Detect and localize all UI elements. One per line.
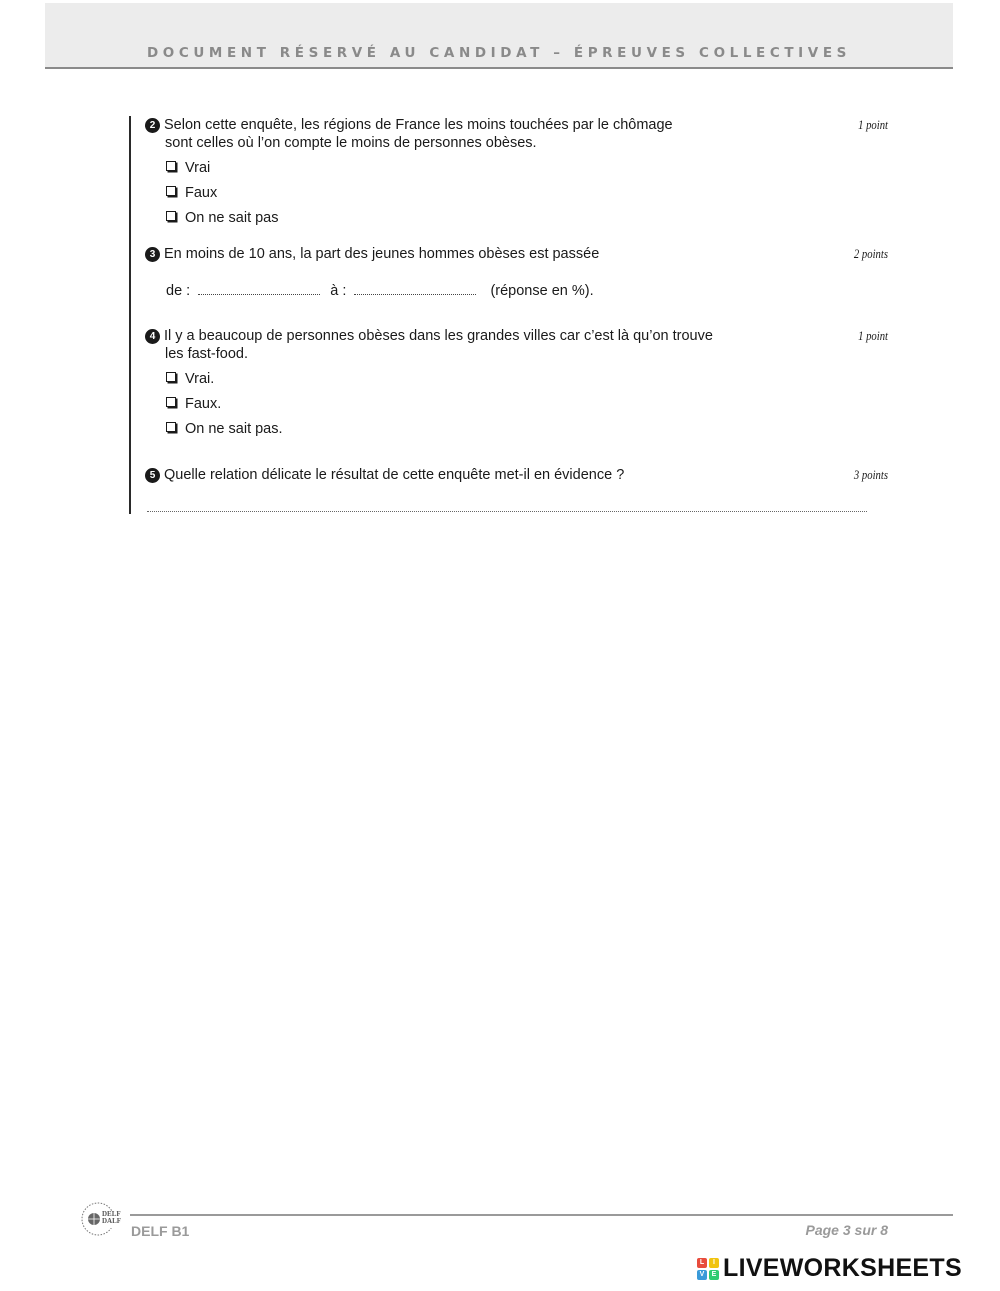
question-4-text-line1: Il y a beaucoup de personnes obèses dans les grandes villes car c’est là qu’on trouve — [164, 328, 713, 344]
q4-option-label: Faux. — [185, 396, 222, 412]
q4-option-label: On ne sait pas. — [185, 421, 283, 437]
q3-fill-row — [166, 282, 594, 300]
question-number-3: 3 — [145, 247, 160, 262]
brand-letter-block: L — [697, 1258, 707, 1268]
footer-page-number: Page 3 sur 8 — [805, 1222, 888, 1238]
footer-divider — [130, 1214, 953, 1216]
checkbox-icon[interactable] — [166, 422, 176, 432]
question-number-2: 2 — [145, 118, 160, 133]
q4-option-ne-sait-pas[interactable] — [166, 420, 283, 438]
footer-exam-level: DELF B1 — [131, 1223, 190, 1239]
question-2 — [145, 116, 805, 152]
question-4-points: 1 point — [858, 328, 888, 343]
question-3-points: 2 points — [853, 246, 888, 261]
delf-dalf-logo — [76, 1200, 128, 1243]
liveworksheets-brand — [697, 1254, 962, 1283]
liveworksheets-wordmark: LIVEWORKSHEETS — [723, 1254, 962, 1282]
q3-note: (réponse en %). — [490, 283, 594, 299]
q3-a-label: à : — [330, 283, 347, 299]
q3-de-input[interactable] — [198, 282, 320, 295]
q2-option-faux[interactable] — [166, 184, 217, 202]
logo-label: DELF DALF — [102, 1210, 122, 1225]
checkbox-icon[interactable] — [166, 372, 176, 382]
question-2-points: 1 point — [858, 117, 888, 132]
brand-letter-block: E — [709, 1270, 719, 1280]
q2-option-label: Faux — [185, 185, 218, 201]
q5-answer-input[interactable] — [147, 511, 867, 512]
q2-option-label: Vrai — [185, 160, 211, 176]
question-5-points: 3 points — [853, 467, 888, 482]
q2-option-label: On ne sait pas — [185, 210, 279, 226]
liveworksheets-logo-icon — [697, 1258, 719, 1280]
question-2-text-line1: Selon cette enquête, les régions de France les moins touchées par le chômage — [164, 117, 673, 133]
checkbox-icon[interactable] — [166, 211, 176, 221]
q4-option-vrai[interactable] — [166, 370, 214, 388]
q4-option-faux[interactable] — [166, 395, 221, 413]
q3-a-input[interactable] — [354, 282, 476, 295]
checkbox-icon[interactable] — [166, 186, 176, 196]
question-number-4: 4 — [145, 329, 160, 344]
question-3-text: En moins de 10 ans, la part des jeunes hommes obèses est passée — [164, 246, 600, 262]
q3-de-label: de : — [166, 283, 191, 299]
question-4 — [145, 327, 805, 363]
question-3 — [145, 245, 805, 263]
question-5 — [145, 466, 805, 484]
q4-option-label: Vrai. — [185, 371, 215, 387]
brand-letter-block: V — [697, 1270, 707, 1280]
checkbox-icon[interactable] — [166, 161, 176, 171]
q2-option-ne-sait-pas[interactable] — [166, 209, 279, 227]
question-number-5: 5 — [145, 468, 160, 483]
header-title: DOCUMENT RÉSERVÉ AU CANDIDAT – ÉPREUVES COLLECTIVES — [146, 45, 851, 61]
question-5-text: Quelle relation délicate le résultat de cette enquête met-il en évidence ? — [164, 467, 625, 483]
q2-option-vrai[interactable] — [166, 159, 210, 177]
question-4-text-line2: les fast-food. — [165, 346, 249, 362]
checkbox-icon[interactable] — [166, 397, 176, 407]
brand-letter-block: I — [709, 1258, 719, 1268]
header-band — [45, 3, 953, 69]
question-margin-bar — [129, 116, 131, 514]
question-2-text-line2: sont celles où l’on compte le moins de personnes obèses. — [165, 135, 537, 151]
